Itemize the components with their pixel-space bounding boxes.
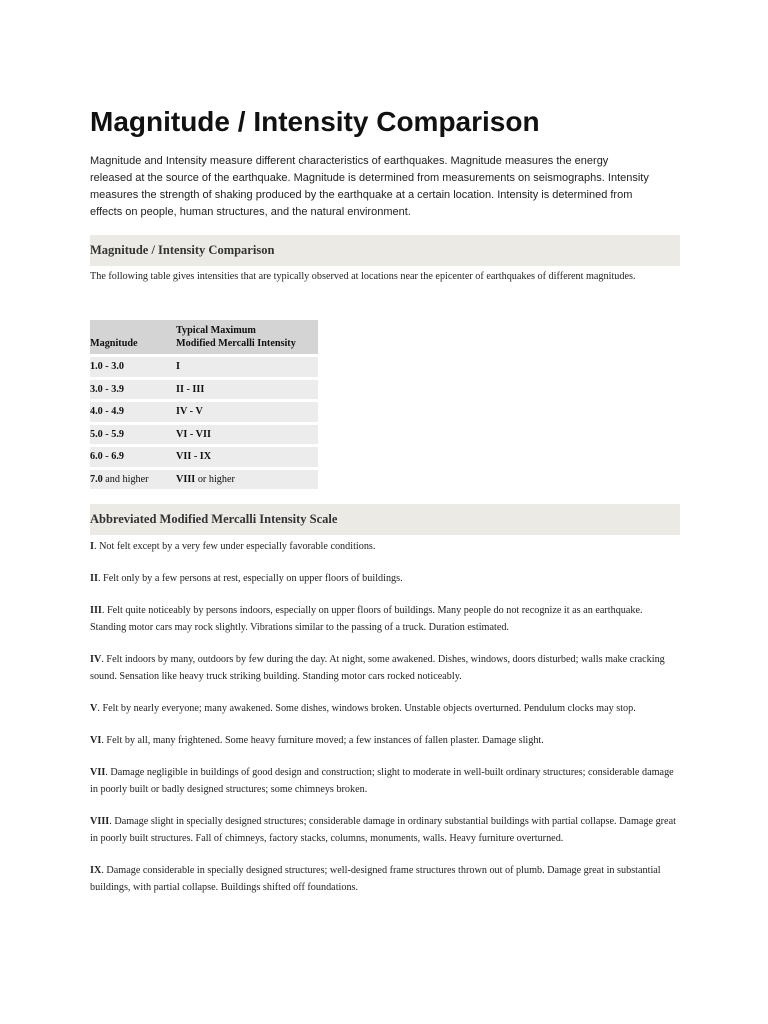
- magnitude-cell: 4.0 - 4.9: [90, 402, 176, 422]
- magnitude-cell: 1.0 - 3.0: [90, 357, 176, 377]
- list-item: III. Felt quite noticeably by persons indoors, especially on upper floors of buildings. Many people do not recognize it as an earthquake. Standing motor cars may rock slightly. Vibrations similar to the passing of a truck. Duration estimated.: [90, 605, 643, 633]
- magnitude-cell: 5.0 - 5.9: [90, 425, 176, 445]
- table-header-row: [90, 320, 318, 354]
- list-item: VII. Damage negligible in buildings of good design and construction; slight to moderate in well-built ordinary structures; considerable damage in poorly built or badly designed structures; some chimneys broken.: [90, 767, 674, 795]
- list-item: V. Felt by nearly everyone; many awakened. Some dishes, windows broken. Unstable objects overturned. Pendulum clocks may stop.: [90, 703, 636, 714]
- page-title: Magnitude / Intensity Comparison: [90, 106, 540, 137]
- intensity-cell: I: [176, 357, 318, 377]
- table-row: [90, 425, 318, 445]
- column-header-magnitude: Magnitude: [90, 320, 176, 354]
- table-row: [90, 357, 318, 377]
- intro-paragraph: Magnitude and Intensity measure different characteristics of earthquakes. Magnitude measures the energy released at the source of the earthquake. Magnitude is determined from measurements on seismographs. Intensity measures the strength of shaking produced by the earthquake at a certain location. Intensity is determined from effects on people, human structures, and the natural environment.: [90, 155, 649, 218]
- intensity-cell: VII - IX: [176, 447, 318, 467]
- column-header-intensity: Typical Maximum Modified Mercalli Intensity: [176, 320, 318, 354]
- intensity-cell: VIII or higher: [176, 470, 318, 490]
- intensity-cell: II - III: [176, 380, 318, 400]
- list-item: I. Not felt except by a very few under especially favorable conditions.: [90, 541, 376, 552]
- magnitude-intensity-table: [90, 317, 318, 492]
- table-row: [90, 470, 318, 490]
- list-item: VI. Felt by all, many frightened. Some heavy furniture moved; a few instances of fallen plaster. Damage slight.: [90, 735, 544, 746]
- section-heading-mercalli-scale: Abbreviated Modified Mercalli Intensity Scale: [90, 504, 680, 535]
- list-item: IX. Damage considerable in specially designed structures; well-designed frame structures thrown out of plumb. Damage great in substantial buildings, with partial collapse. Buildings shifted off foundations.: [90, 865, 661, 893]
- table-row: [90, 402, 318, 422]
- intensity-cell: VI - VII: [176, 425, 318, 445]
- magnitude-cell: 7.0 and higher: [90, 470, 176, 490]
- table-row: [90, 447, 318, 467]
- mercalli-scale-list: [90, 538, 680, 911]
- magnitude-cell: 6.0 - 6.9: [90, 447, 176, 467]
- list-item: II. Felt only by a few persons at rest, especially on upper floors of buildings.: [90, 573, 403, 584]
- table-intro-note: The following table gives intensities that are typically observed at locations near the epicenter of earthquakes of different magnitudes.: [90, 271, 636, 282]
- list-item: IV. Felt indoors by many, outdoors by few during the day. At night, some awakened. Dishes, windows, doors disturbed; walls make cracking sound. Sensation like heavy truck striking building. Standing motor cars rocked noticeably.: [90, 654, 665, 682]
- table-row: [90, 380, 318, 400]
- section-heading-comparison: Magnitude / Intensity Comparison: [90, 235, 680, 266]
- intensity-cell: IV - V: [176, 402, 318, 422]
- magnitude-cell: 3.0 - 3.9: [90, 380, 176, 400]
- list-item: VIII. Damage slight in specially designed structures; considerable damage in ordinary substantial buildings with partial collapse. Damage great in poorly built structures. Fall of chimneys, factory stacks, columns, monuments, walls. Heavy furniture overturned.: [90, 816, 676, 844]
